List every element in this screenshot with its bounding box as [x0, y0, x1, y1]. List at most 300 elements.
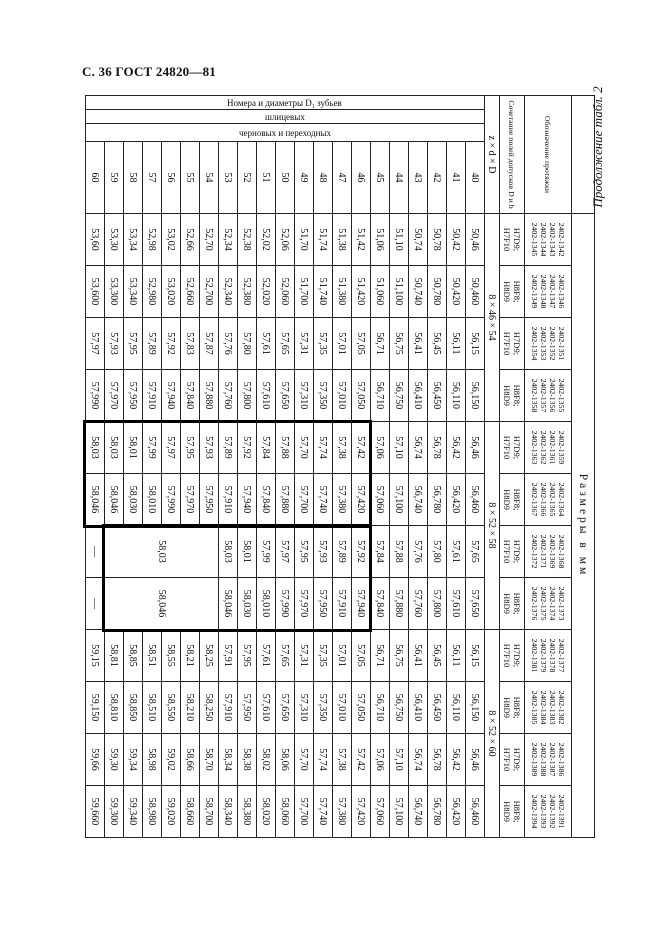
value-cell: 57,95	[238, 630, 257, 682]
tolerance-cell: H7D9; H7F10	[500, 214, 525, 266]
table-row	[143, 96, 162, 838]
value-cell: 57,610	[257, 682, 276, 734]
value-cell: 57,760	[409, 578, 428, 630]
value-cell: 57,910	[219, 474, 238, 526]
value-cell: 59,30	[105, 734, 124, 786]
designation-cell: 2402-1386 2402-1387 2402-1388 2402-1389	[525, 734, 572, 786]
merged-value-cell: 58,03	[105, 526, 219, 578]
value-cell: 57,840	[181, 370, 200, 422]
value-cell: 51,74	[314, 214, 333, 266]
value-cell: 57,35	[314, 630, 333, 682]
rotated-table-area	[89, 95, 595, 833]
value-cell: 56,46	[466, 734, 485, 786]
value-cell: 56,75	[390, 630, 409, 682]
value-cell: 51,10	[390, 214, 409, 266]
designation-cell: 2402-1351 2402-1352 2402-1353 2402-1354	[525, 318, 572, 370]
designation-cell: 2402-1364 2402-1365 2402-1366 2402-1367	[525, 474, 572, 526]
value-cell: 57,990	[162, 474, 181, 526]
value-cell: 56,450	[428, 370, 447, 422]
value-cell: 57,950	[238, 682, 257, 734]
value-cell: 56,71	[371, 318, 390, 370]
table-row	[238, 96, 257, 838]
value-cell: 57,380	[333, 786, 352, 838]
table-row	[86, 96, 105, 838]
value-cell: 58,85	[124, 630, 143, 682]
tooth-number: 59	[105, 142, 124, 214]
value-cell: 57,610	[447, 578, 466, 630]
numbers-label: Номера и диаметры D₁ зубьев	[86, 96, 485, 110]
designation-cell: 2402-1359 2402-1361 2402-1362 2402-1363	[525, 422, 572, 474]
table-row	[124, 96, 143, 838]
value-cell: 56,41	[409, 630, 428, 682]
tooth-number: 47	[333, 142, 352, 214]
designation-cell: 2402-1355 2402-1356 2402-1357 2402-1358	[525, 370, 572, 422]
value-cell: 58,660	[181, 786, 200, 838]
value-cell: 52,380	[238, 266, 257, 318]
tooth-number: 48	[314, 142, 333, 214]
value-cell: 58,810	[105, 682, 124, 734]
tooth-number: 43	[409, 142, 428, 214]
value-cell: 53,020	[162, 266, 181, 318]
value-cell: 57,70	[295, 422, 314, 474]
value-cell: 58,34	[219, 734, 238, 786]
value-cell: 52,66	[181, 214, 200, 266]
tolerance-cell: H8F8; H8D9	[500, 786, 525, 838]
table-row	[162, 96, 181, 838]
value-cell: 57,92	[238, 422, 257, 474]
value-cell: 51,38	[333, 214, 352, 266]
value-cell: 57,76	[219, 318, 238, 370]
value-cell: 57,740	[314, 474, 333, 526]
value-cell: 57,700	[295, 474, 314, 526]
tolerance-cell: H7D9; H7F10	[500, 734, 525, 786]
value-cell: 58,70	[200, 734, 219, 786]
value-cell: 52,660	[181, 266, 200, 318]
value-cell: 57,840	[371, 578, 390, 630]
value-cell: 57,97	[276, 526, 295, 578]
tooth-number: 60	[86, 142, 105, 214]
value-cell: 57,95	[181, 422, 200, 474]
value-cell: 56,710	[371, 682, 390, 734]
value-cell: 57,060	[371, 474, 390, 526]
value-cell: 57,89	[219, 422, 238, 474]
tolerance-cell: H8F8; H8D9	[500, 474, 525, 526]
value-cell: 57,61	[257, 630, 276, 682]
table-row	[295, 96, 314, 838]
value-cell: 57,740	[314, 786, 333, 838]
value-cell: 57,990	[86, 370, 105, 422]
value-cell: 52,340	[219, 266, 238, 318]
value-cell: 57,89	[143, 318, 162, 370]
value-cell: 52,98	[143, 214, 162, 266]
value-cell: 58,66	[181, 734, 200, 786]
value-cell: 57,100	[390, 786, 409, 838]
table-row	[428, 96, 447, 838]
value-cell: 57,06	[371, 734, 390, 786]
value-cell: 59,340	[124, 786, 143, 838]
value-cell: 57,05	[352, 630, 371, 682]
tooth-number: 44	[390, 142, 409, 214]
tolerance-cell: H7D9; H7F10	[500, 318, 525, 370]
zdD-header: z × d × D	[485, 96, 500, 214]
table-row	[409, 96, 428, 838]
value-cell: 57,42	[352, 422, 371, 474]
continuation-label: Продолжение табл. 2	[590, 86, 605, 208]
value-cell: 50,78	[428, 214, 447, 266]
value-cell: 57,910	[143, 370, 162, 422]
value-cell: 57,950	[124, 370, 143, 422]
value-cell: 57,350	[314, 370, 333, 422]
tolerance-header: Сочетание полей допусков D и b	[500, 96, 525, 214]
value-cell: 59,300	[105, 786, 124, 838]
value-cell: 58,55	[162, 630, 181, 682]
tolerance-cell: H7D9; H7F10	[500, 526, 525, 578]
table-row	[105, 96, 124, 838]
value-cell: 56,78	[428, 734, 447, 786]
value-cell: 53,300	[105, 266, 124, 318]
merged-value-cell: 58,046	[105, 578, 219, 630]
value-cell: 53,340	[124, 266, 143, 318]
value-cell: 57,800	[238, 370, 257, 422]
table-row	[200, 96, 219, 838]
value-cell: 58,510	[143, 682, 162, 734]
value-cell: 56,750	[390, 370, 409, 422]
value-cell: 57,61	[257, 318, 276, 370]
value-cell: 52,060	[276, 266, 295, 318]
value-cell: 57,84	[371, 526, 390, 578]
value-cell: 57,88	[390, 526, 409, 578]
value-cell: 58,046	[105, 474, 124, 526]
table-row	[314, 96, 333, 838]
value-cell: 56,740	[409, 786, 428, 838]
value-cell: 58,06	[276, 734, 295, 786]
value-cell: 58,060	[276, 786, 295, 838]
value-cell: 56,42	[447, 422, 466, 474]
value-cell: 56,450	[428, 682, 447, 734]
value-cell: 57,310	[295, 682, 314, 734]
value-cell: 59,34	[124, 734, 143, 786]
value-cell: 58,010	[257, 578, 276, 630]
tooth-number: 49	[295, 142, 314, 214]
value-cell: 58,550	[162, 682, 181, 734]
value-cell: 59,020	[162, 786, 181, 838]
value-cell: 57,10	[390, 734, 409, 786]
designation-cell: 2402-1373 2402-1374 2402-1375 2402-1376	[525, 578, 572, 630]
value-cell: 57,80	[428, 526, 447, 578]
value-cell: 56,150	[466, 682, 485, 734]
value-cell: 57,970	[105, 370, 124, 422]
value-cell: 56,42	[447, 734, 466, 786]
value-cell: 57,420	[352, 474, 371, 526]
value-cell: 57,31	[295, 318, 314, 370]
value-cell: 56,71	[371, 630, 390, 682]
value-cell: 56,46	[466, 422, 485, 474]
value-cell: 58,700	[200, 786, 219, 838]
value-cell: 57,050	[352, 682, 371, 734]
tooth-number: 56	[162, 142, 181, 214]
group-cell: 8 × 52 × 58	[485, 422, 500, 630]
value-cell: 56,460	[466, 474, 485, 526]
value-cell: 56,41	[409, 318, 428, 370]
tooth-number: 53	[219, 142, 238, 214]
value-cell: 56,410	[409, 682, 428, 734]
value-cell: 57,10	[390, 422, 409, 474]
designation-cell: 2402-1377 2402-1378 2402-1379 2402-1381	[525, 630, 572, 682]
value-cell: 57,940	[352, 578, 371, 630]
value-cell: 52,980	[143, 266, 162, 318]
value-cell: 57,95	[295, 526, 314, 578]
page-header: С. 36 ГОСТ 24820—81	[82, 64, 216, 79]
tolerance-cell: H8F8; H8D9	[500, 578, 525, 630]
value-cell: 58,01	[124, 422, 143, 474]
value-cell: 56,45	[428, 318, 447, 370]
value-cell: 57,01	[333, 630, 352, 682]
value-cell: 58,030	[238, 578, 257, 630]
value-cell: 58,380	[238, 786, 257, 838]
value-cell: 57,880	[200, 370, 219, 422]
value-cell: 52,06	[276, 214, 295, 266]
value-cell: 57,650	[466, 578, 485, 630]
value-cell: 59,660	[86, 786, 105, 838]
value-cell: 56,150	[466, 370, 485, 422]
tooth-number: 58	[124, 142, 143, 214]
value-cell: 57,840	[257, 474, 276, 526]
value-cell: 50,740	[409, 266, 428, 318]
value-cell: 57,92	[162, 318, 181, 370]
value-cell: 58,02	[257, 734, 276, 786]
value-cell: 57,940	[238, 474, 257, 526]
value-cell: 51,740	[314, 266, 333, 318]
value-cell: 57,880	[276, 474, 295, 526]
table-row	[333, 96, 352, 838]
value-cell: 50,460	[466, 266, 485, 318]
value-cell: 57,100	[390, 474, 409, 526]
designation-cell: 2402-1368 2402-1369 2402-1371 2402-1372	[525, 526, 572, 578]
value-cell: 56,460	[466, 786, 485, 838]
value-cell: 50,74	[409, 214, 428, 266]
value-cell: 56,420	[447, 786, 466, 838]
value-cell: 57,38	[333, 422, 352, 474]
value-cell: 59,15	[86, 630, 105, 682]
value-cell: 58,980	[143, 786, 162, 838]
value-cell: 57,970	[181, 474, 200, 526]
value-cell: 56,780	[428, 786, 447, 838]
tooth-number: 41	[447, 142, 466, 214]
corner-cell	[572, 96, 595, 214]
value-cell: 57,42	[352, 734, 371, 786]
value-cell: 56,110	[447, 370, 466, 422]
value-cell: 59,66	[86, 734, 105, 786]
value-cell: 58,38	[238, 734, 257, 786]
tooth-number: 54	[200, 142, 219, 214]
value-cell: 57,74	[314, 422, 333, 474]
value-cell: 58,98	[143, 734, 162, 786]
value-cell: 51,42	[352, 214, 371, 266]
value-cell: 51,06	[371, 214, 390, 266]
value-cell: 57,700	[295, 786, 314, 838]
value-cell: 58,51	[143, 630, 162, 682]
value-cell: —	[86, 526, 105, 578]
tooth-number: 46	[352, 142, 371, 214]
value-cell: 57,93	[200, 422, 219, 474]
group-cell: 8 × 52 × 60	[485, 630, 500, 838]
value-cell: 56,75	[390, 318, 409, 370]
value-cell: 59,150	[86, 682, 105, 734]
value-cell: 57,65	[466, 526, 485, 578]
value-cell: 57,060	[371, 786, 390, 838]
tooth-number: 51	[257, 142, 276, 214]
value-cell: 56,15	[466, 318, 485, 370]
value-cell: 56,78	[428, 422, 447, 474]
tolerance-cell: H8F8; H8D9	[500, 266, 525, 318]
value-cell: 57,310	[295, 370, 314, 422]
tooth-number: 52	[238, 142, 257, 214]
value-cell: 52,34	[219, 214, 238, 266]
value-cell: 57,99	[143, 422, 162, 474]
value-cell: 57,76	[409, 526, 428, 578]
table-row	[390, 96, 409, 838]
value-cell: 58,03	[105, 422, 124, 474]
value-cell: 56,110	[447, 682, 466, 734]
value-cell: 57,650	[276, 370, 295, 422]
value-cell: 58,03	[219, 526, 238, 578]
value-cell: 58,030	[124, 474, 143, 526]
value-cell: 56,74	[409, 422, 428, 474]
value-cell: 57,83	[181, 318, 200, 370]
table-row	[352, 96, 371, 838]
value-cell: 57,88	[276, 422, 295, 474]
value-cell: 56,74	[409, 734, 428, 786]
table-row	[466, 96, 485, 838]
value-cell: 51,420	[352, 266, 371, 318]
value-cell: 58,020	[257, 786, 276, 838]
value-cell: 57,940	[162, 370, 181, 422]
value-cell: 53,600	[86, 266, 105, 318]
value-cell: 57,610	[257, 370, 276, 422]
value-cell: 57,35	[314, 318, 333, 370]
value-cell: 57,95	[124, 318, 143, 370]
value-cell: 57,89	[333, 526, 352, 578]
value-cell: 57,65	[276, 630, 295, 682]
value-cell: 57,350	[314, 682, 333, 734]
table-title: Размеры в мм	[572, 214, 595, 838]
value-cell: 58,340	[219, 786, 238, 838]
value-cell: 57,93	[314, 526, 333, 578]
value-cell: 57,38	[333, 734, 352, 786]
value-cell: 58,210	[181, 682, 200, 734]
value-cell: 57,010	[333, 370, 352, 422]
value-cell: 58,01	[238, 526, 257, 578]
value-cell: 57,06	[371, 422, 390, 474]
table-row	[219, 96, 238, 838]
value-cell: 57,950	[200, 474, 219, 526]
value-cell: 57,800	[428, 578, 447, 630]
tooth-number: 40	[466, 142, 485, 214]
value-cell: 53,60	[86, 214, 105, 266]
value-cell: 57,990	[276, 578, 295, 630]
value-cell: 57,880	[390, 578, 409, 630]
tooth-number: 55	[181, 142, 200, 214]
value-cell: 57,97	[86, 318, 105, 370]
value-cell: 57,61	[447, 526, 466, 578]
value-cell: 57,65	[276, 318, 295, 370]
value-cell: 56,710	[371, 370, 390, 422]
value-cell: 52,02	[257, 214, 276, 266]
value-cell: 53,30	[105, 214, 124, 266]
value-cell: 57,050	[352, 370, 371, 422]
value-cell: 57,80	[238, 318, 257, 370]
value-cell: 58,010	[143, 474, 162, 526]
value-cell: 59,02	[162, 734, 181, 786]
value-cell: 52,700	[200, 266, 219, 318]
value-cell: 57,70	[295, 734, 314, 786]
value-cell: 51,100	[390, 266, 409, 318]
tolerance-cell: H8F8; H8D9	[500, 370, 525, 422]
splined-label: шлицевых	[86, 110, 485, 124]
value-cell: 57,650	[276, 682, 295, 734]
designation-header: Обозначение протяжки	[525, 96, 572, 214]
table-row	[181, 96, 200, 838]
value-cell: 57,97	[162, 422, 181, 474]
value-cell: 56,45	[428, 630, 447, 682]
rough-label: черновых и переходных	[86, 124, 485, 142]
value-cell: 57,31	[295, 630, 314, 682]
value-cell: 57,84	[257, 422, 276, 474]
value-cell: 57,380	[333, 474, 352, 526]
value-cell: 50,420	[447, 266, 466, 318]
value-cell: 51,380	[333, 266, 352, 318]
table-row	[276, 96, 295, 838]
designation-cell: 2402-1382 2402-1383 2402-1384 2402-1385	[525, 682, 572, 734]
value-cell: 57,910	[333, 578, 352, 630]
value-cell: 50,42	[447, 214, 466, 266]
value-cell: 58,21	[181, 630, 200, 682]
designation-cell: 2402-1391 2402-1392 2402-1393 2402-1394	[525, 786, 572, 838]
value-cell: 58,81	[105, 630, 124, 682]
value-cell: 56,410	[409, 370, 428, 422]
dimensions-table	[85, 95, 595, 838]
value-cell: 58,250	[200, 682, 219, 734]
value-cell: 57,92	[352, 526, 371, 578]
group-cell: 8 × 46 × 54	[485, 214, 500, 422]
value-cell: 51,060	[371, 266, 390, 318]
value-cell: 58,046	[219, 578, 238, 630]
value-cell: 52,70	[200, 214, 219, 266]
designation-cell: 2402-1346 2402-1347 2402-1348 2402-1349	[525, 266, 572, 318]
value-cell: 57,87	[200, 318, 219, 370]
value-cell: 58,850	[124, 682, 143, 734]
value-cell: 57,970	[295, 578, 314, 630]
table-wrapper	[89, 95, 595, 833]
value-cell: 51,700	[295, 266, 314, 318]
tolerance-cell: H8F8; H8D9	[500, 682, 525, 734]
value-cell: 57,99	[257, 526, 276, 578]
value-cell: 56,11	[447, 318, 466, 370]
value-cell: 57,760	[219, 370, 238, 422]
value-cell: 56,11	[447, 630, 466, 682]
value-cell: 50,46	[466, 214, 485, 266]
value-cell: 57,74	[314, 734, 333, 786]
value-cell: 57,010	[333, 682, 352, 734]
tolerance-cell: H7D9; H7F10	[500, 630, 525, 682]
value-cell: 57,91	[219, 630, 238, 682]
value-cell: 53,34	[124, 214, 143, 266]
value-cell: 52,38	[238, 214, 257, 266]
value-cell: 51,70	[295, 214, 314, 266]
tolerance-cell: H7D9; H7F10	[500, 422, 525, 474]
value-cell: 56,780	[428, 474, 447, 526]
tooth-number: 42	[428, 142, 447, 214]
